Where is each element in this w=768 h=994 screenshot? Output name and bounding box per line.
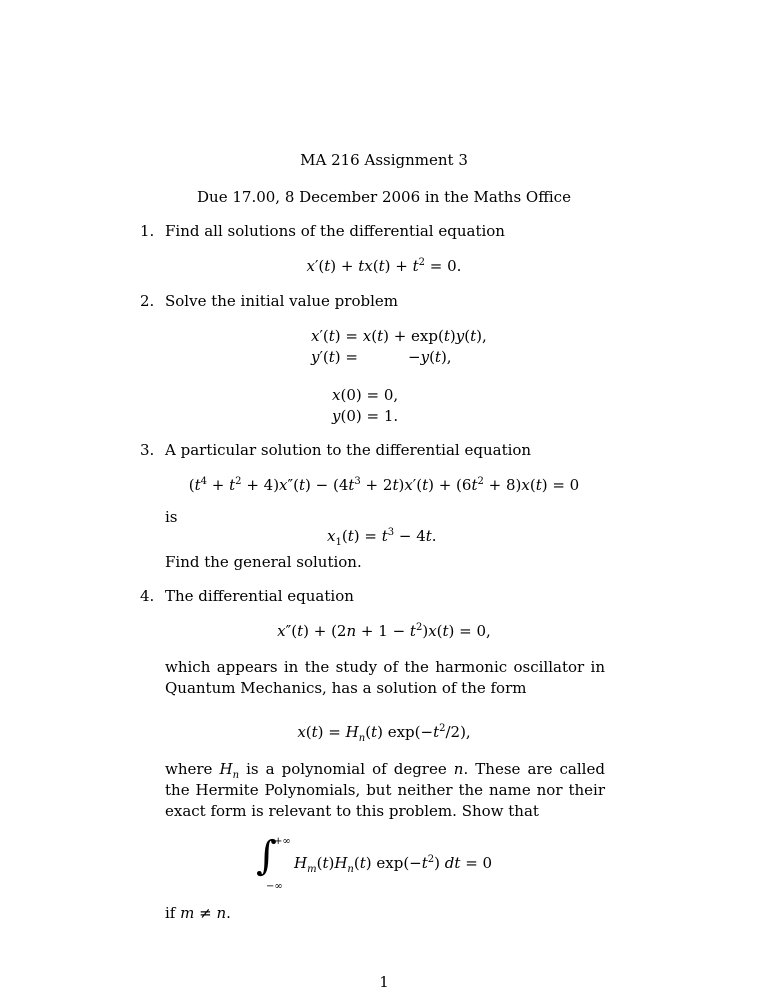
- problem-2-number: 2.: [140, 292, 155, 310]
- document-title: MA 216 Assignment 3: [300, 151, 468, 169]
- integral-lower-limit: −∞: [266, 881, 283, 892]
- problem-3-text: A particular solution to the differential equation: [165, 441, 532, 459]
- problem-3-equation: $(t^4 + t^2 + 4)x''(t) - (4t^3 + 2t)x'(t) + (6t^2 + 8)x(t) = 0$: [188, 476, 580, 494]
- problem-4-equation: $x''(t) + (2n + 1 - t^2)x(t) = 0$,: [277, 622, 491, 640]
- problem-2-text: Solve the initial value problem: [165, 292, 398, 310]
- due-date: Due 17.00, 8 December 2006 in the Maths Office: [197, 188, 571, 206]
- problem-4-solution-form: $x(t) = H_n(t)$ $\exp(-t^2/2)$,: [297, 723, 471, 744]
- problem-4-paragraph-2: where $H_n$ is a polynomial of degree n. These are called the Hermite Polynomials, but neither the name nor their exact form is relevant to this problem. Show that: [165, 760, 605, 820]
- if-word: if: [165, 904, 176, 922]
- problem-4-number: 4.: [140, 587, 155, 605]
- page-number: 1: [379, 973, 389, 991]
- problem-4-paragraph-1: which appears in the study of the harmonic oscillator in Quantum Mechanics, has a solution of the form: [165, 658, 605, 697]
- problem-2-system-line-2-lhs: y′(t) =: [311, 348, 358, 366]
- problem-1-equation: $x'(t) + tx(t) + t^2 = 0$.: [306, 257, 462, 275]
- problem-2-initial-x: x(0) = 0,: [332, 386, 399, 404]
- problem-2-initial-y: y(0) = 1.: [332, 407, 399, 425]
- problem-3-instruction: Find the general solution.: [165, 553, 362, 571]
- problem-2-system-line-1: x′(t) = x(t) + exp(t)y(t),: [311, 327, 487, 345]
- integral-upper-limit: +∞: [274, 836, 291, 847]
- problem-1-number: 1.: [140, 222, 155, 240]
- integral-expression: $H_m(t)H_n(t)$ $\exp(-t^2)$ dt = 0: [294, 854, 493, 875]
- problem-4-condition: if m ≠ n.: [165, 904, 231, 922]
- para2-rest: . These are called the Hermite Polynomials, but neither the name nor their exact form is relevant to this problem. Show that: [165, 760, 605, 820]
- para2-where: where: [165, 760, 213, 778]
- problem-2-system-line-2-rhs: −y(t),: [408, 348, 452, 366]
- integral-sign: ∫: [256, 833, 277, 879]
- problem-1-text: Find all solutions of the differential equation: [165, 222, 505, 240]
- problem-4-text: The differential equation: [165, 587, 354, 605]
- problem-3-particular-solution: $x_1(t) = t^3 - 4t$.: [327, 527, 437, 548]
- problem-3-is: is: [165, 508, 178, 526]
- para2-degree: is a polynomial of degree: [246, 760, 447, 778]
- problem-3-number: 3.: [140, 441, 155, 459]
